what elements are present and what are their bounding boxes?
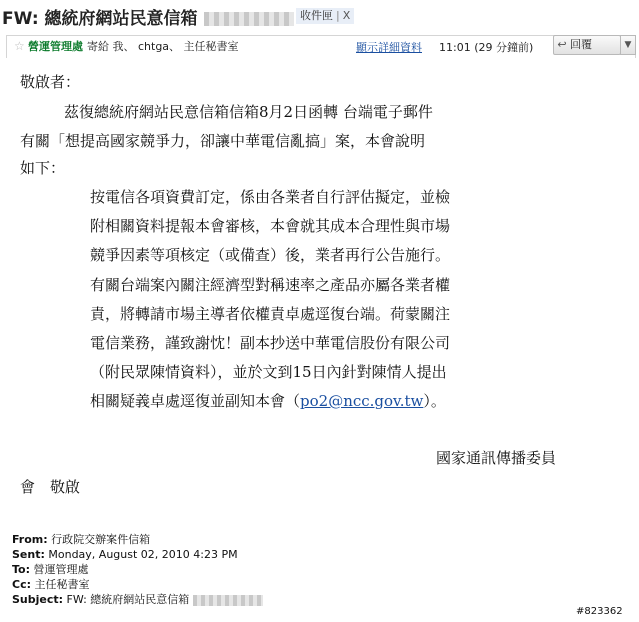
redacted-block [204,12,294,26]
sender-name[interactable]: 營運管理處 [28,40,83,53]
sent-label: Sent: [12,548,45,561]
forward-header [12,532,263,607]
message-time: 11:01 (29 分鐘前) [439,41,534,54]
intro-line-1: 茲復總統府網站民意信箱信箱8月2日函轉 台端電子郵件 [64,103,433,121]
body-line: 有關台端案內關注經濟型對稱速率之產品亦屬各業者權 [90,276,451,294]
body-line-suffix: ）。 [423,392,446,410]
email-link[interactable]: po2@ncc.gov.tw [300,392,424,410]
salutation: 敬啟者： [20,73,81,91]
subject-row [12,592,263,607]
inbox-label[interactable]: 收件匣 [300,9,333,22]
closing: 會 敬啟 [20,478,81,496]
subject-text: FW: 總統府網站民意信箱 [2,9,198,29]
chip-separator: | [336,9,340,22]
body-line: 電信業務，謹致謝忱！副本抄送中華電信股份有限公司 [90,334,451,352]
sent-row [12,547,263,562]
from-row [12,532,263,547]
star-icon[interactable]: ☆ [14,39,25,53]
subject-bar [0,0,639,32]
from-value: 行政院交辦案件信箱 [51,533,151,546]
from-label: From: [12,533,48,546]
body-line: 按電信各項資費訂定，係由各業者自行評估擬定，並檢 [90,188,451,206]
reply-icon: ↩ [557,38,567,51]
recipients: 寄給 我、 chtga、 主任秘書室 [87,40,239,53]
email-subject [2,4,294,29]
cc-value: 主任秘書室 [34,578,90,591]
subject-value: FW: 總統府網站民意信箱 [66,593,190,606]
to-label: To: [12,563,30,576]
signature: 國家通訊傳播委員 [436,449,557,467]
show-details-link[interactable]: 顯示詳細資料 [356,41,422,54]
reply-button[interactable] [553,35,621,55]
body-line: 競爭因素等項核定（或備查）後，業者再行公告施行。 [90,246,451,264]
cc-row [12,577,263,592]
intro-line-3: 如下： [20,159,66,177]
sender-row [14,38,239,54]
to-row [12,562,263,577]
body-line: 附相關資料提報本會審核，本會就其成本合理性與市場 [90,217,451,235]
watermark-id: #823362 [576,606,623,617]
body-line: （附民眾陳情資料），並於文到15日內針對陳情人提出 [90,363,447,381]
more-options-icon[interactable]: ▼ [620,35,636,55]
body-line-last [90,390,446,411]
subject-label: Subject: [12,593,64,606]
to-value: 營運管理處 [33,563,89,576]
body-line: 責，將轉請市場主導者依權責卓處逕復台端。荷蒙關注 [90,305,451,323]
reply-label: 回覆 [570,38,592,51]
redacted-block [193,595,263,606]
cc-label: Cc: [12,578,31,591]
inbox-label-chip[interactable] [296,8,354,24]
body-line-prefix: 相關疑義卓處逕復並副知本會（ [90,392,301,410]
remove-label-icon[interactable]: X [342,9,351,22]
sent-value: Monday, August 02, 2010 4:23 PM [48,548,238,561]
intro-line-2: 有關「想提高國家競爭力，卻讓中華電信亂搞」案，本會說明 [20,132,426,150]
